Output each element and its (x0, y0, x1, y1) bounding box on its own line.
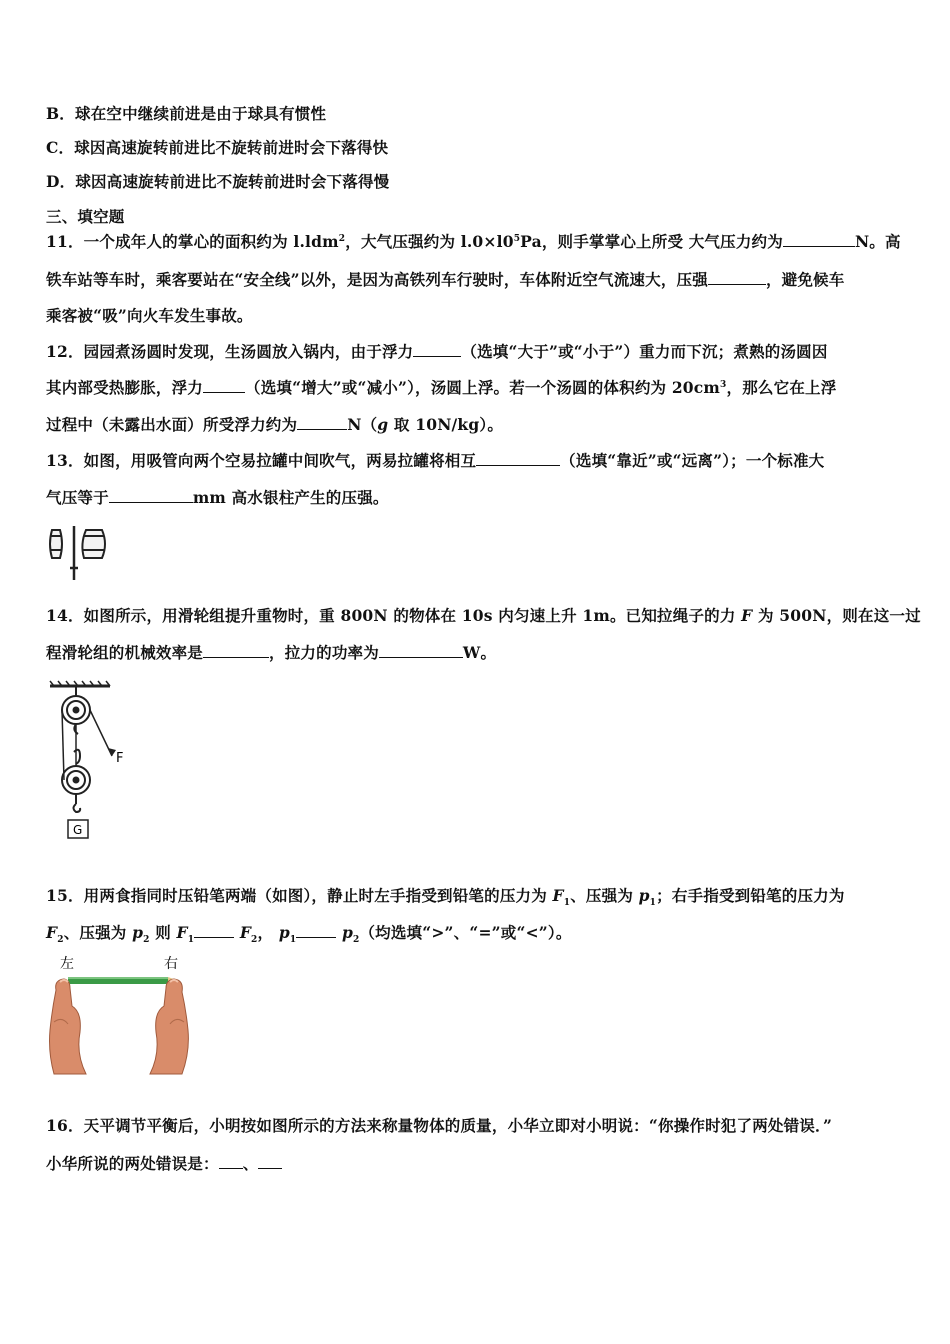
option-c: C．球因高速旋转前进比不旋转前进时会下落得快 (46, 138, 389, 157)
q14-line2: 程滑轮组的机械效率是 ，拉力的功率为 W。 (46, 643, 497, 662)
q13-line1: 13．如图，用吸管向两个空易拉罐中间吹气，两易拉罐将相互 （选填“靠近”或“远离”）；一个标准大 (46, 451, 825, 470)
force-arrow (108, 748, 116, 756)
ropes (62, 710, 112, 780)
q15-line1: 15．用两食指同时压铅笔两端（如图），静止时左手指受到铅笔的压力为 $F_1$、压强为 $p_1$；右手指受到铅笔的压力为 (46, 886, 845, 909)
label-left: 左 (60, 956, 74, 972)
q11-line2: 铁车站等车时，乘客要站在“安全线”以外，是因为高铁列车行驶时，车体附近空气流速大，压强 ，避免候车 (46, 270, 845, 289)
q13-blank-2[interactable] (109, 488, 193, 503)
q13-blank-1[interactable] (476, 451, 560, 466)
q14-blank-power[interactable] (379, 643, 463, 658)
ceiling (50, 681, 110, 686)
left-can (50, 530, 62, 558)
option-b: B．球在空中继续前进是由于球具有惯性 (46, 104, 327, 123)
q16-line2: 小华所说的两处错误是： 、 (46, 1152, 282, 1174)
pencil-hands-figure (46, 952, 196, 1080)
q16-line1: 16．天平调节平衡后，小明按如图所示的方法来称量物体的质量，小华立即对小明说：“你操作时犯了两处错误．” (46, 1116, 833, 1135)
cans-figure (46, 520, 112, 584)
q12-line2: 其内部受热膨胀，浮力 （选填“增大”或“减小”），汤圆上浮。若一个汤圆的体积约为 $20cm^3$，那么它在上浮 (46, 378, 837, 397)
q14-line1: 14．如图所示，用滑轮组提升重物时，重 800N 的物体在 10s 内匀速上升 1m。已知拉绳子的力 F 为 500N，则在这一过 (46, 606, 921, 625)
q11-line3: 乘客被“吸”向火车发生事故。 (46, 306, 253, 325)
q16-blank-1[interactable] (219, 1154, 243, 1169)
label-right: 右 (164, 956, 178, 972)
weight-label: G (73, 823, 83, 837)
option-d: D．球因高速旋转前进比不旋转前进时会下落得慢 (46, 172, 390, 191)
q12-blank-1[interactable] (413, 342, 461, 357)
q15-line2: $F_2$、压强为 $p_2$ 则 $F_1$ $F_2$， $p_1$ $p_2$（均选填“>”、“=”或“<”）。 (46, 923, 572, 946)
section-title: 三、填空题 (46, 207, 125, 226)
pencil (68, 977, 178, 984)
right-hand (150, 979, 188, 1074)
q11-line1: 11．一个成年人的掌心的面积约为 l.ldm$^2$，大气压强约为 $l.0\times l0^5Pa$，则手掌掌心上所受 大气压力约为 N。高 (46, 232, 901, 251)
q13-line2: 气压等于 mm 高水银柱产生的压强。 (46, 488, 389, 507)
q11-blank-pressure[interactable] (708, 270, 766, 285)
straw (70, 526, 78, 580)
q14-blank-efficiency[interactable] (203, 643, 269, 658)
right-can (82, 530, 105, 558)
q12-line3: 过程中（未露出水面）所受浮力约为 N（g 取 10N/kg）。 (46, 415, 504, 434)
left-hand (50, 979, 87, 1074)
q11-blank-force[interactable] (783, 232, 855, 247)
weight-block (68, 820, 88, 838)
q16-blank-2[interactable] (258, 1154, 282, 1169)
q12-line1: 12．园园煮汤圆时发现，生汤圆放入锅内，由于浮力 （选填“大于”或“小于”）重力而下沉；煮熟的汤圆因 (46, 342, 828, 361)
pulley-figure (46, 680, 136, 844)
q12-blank-2[interactable] (203, 378, 245, 393)
q12-blank-3[interactable] (297, 415, 347, 430)
force-label: F (116, 751, 124, 766)
q15-blank-pressure[interactable] (296, 923, 336, 938)
q15-blank-force[interactable] (194, 923, 234, 938)
